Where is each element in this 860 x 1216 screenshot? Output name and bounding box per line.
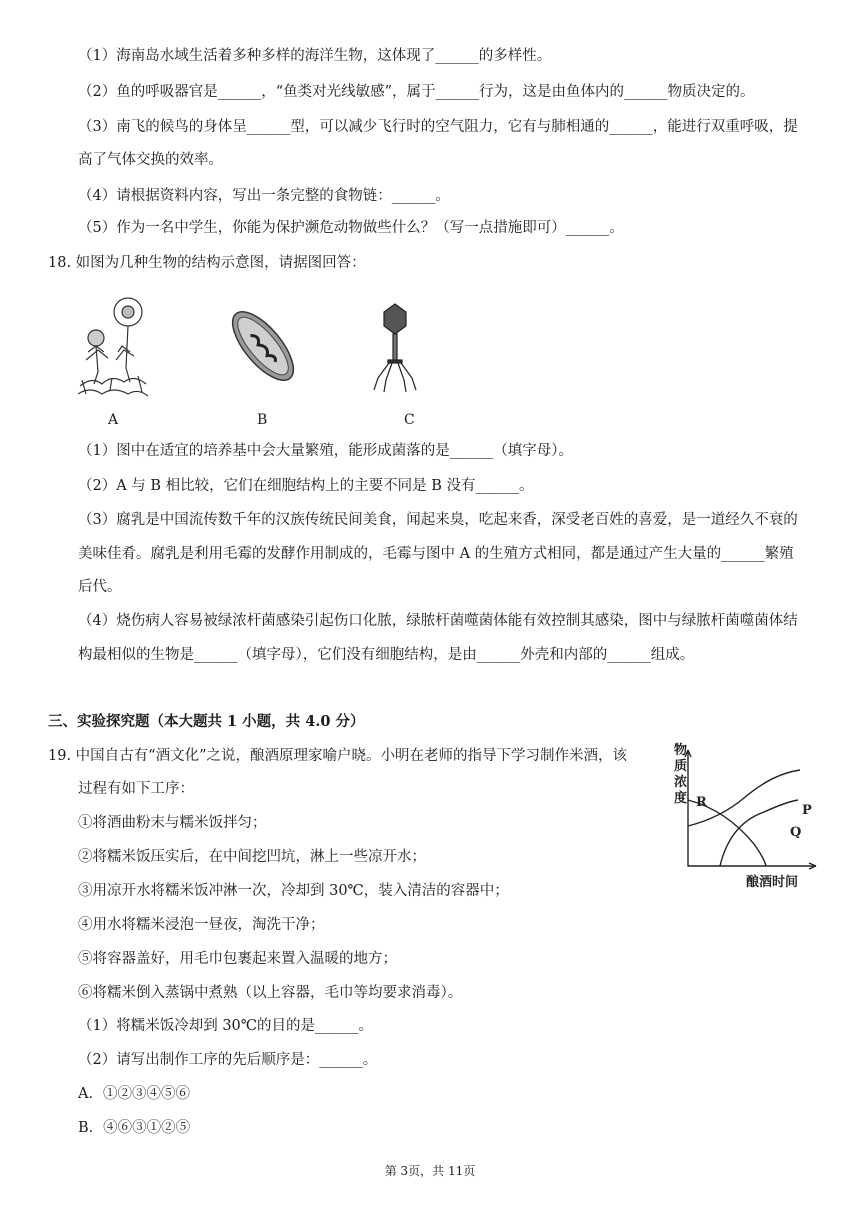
graph-axes	[688, 750, 816, 866]
q17-part3-line1: （3）南飞的候鸟的身体呈______型，可以减少飞行时的空气阻力，它有与肺相通的______，能进行双重呼吸，提	[78, 119, 798, 135]
q18-stem: 18. 如图为几种生物的结构示意图，请据图回答：	[48, 255, 366, 271]
figure-label-b: B	[257, 412, 268, 428]
graph-xlabel: 酿酒时间	[746, 875, 799, 890]
q19-step-2: ②将糯米饭压实后，在中间挖凹坑，淋上一些凉开水；	[78, 849, 426, 865]
curve-p	[720, 800, 798, 866]
curve-label-p: P	[802, 803, 812, 818]
q19-step-6: ⑥将糯米倒入蒸锅中煮熟（以上容器，毛巾等均要求消毒）。	[78, 985, 463, 1001]
q19-option-a: A．①②③④⑤⑥	[78, 1086, 190, 1102]
q18-part3-line1: （3）腐乳是中国流传数千年的汉族传统民间美食，闻起来臭，吃起来香，深受老百姓的喜爱，是一道经久不衰的	[78, 512, 798, 528]
q19-part2: （2）请写出制作工序的先后顺序是：______。	[78, 1052, 378, 1068]
section-3-heading: 三、实验探究题（本大题共 1 小题，共 4.0 分）	[48, 713, 365, 730]
q19-step-4: ④用水将糯米浸泡一昼夜，淘洗干净；	[78, 917, 325, 933]
page-footer: 第 3页，共 11页	[384, 1164, 476, 1178]
q18-part4-line1: （4）烧伤病人容易被绿浓杆菌感染引起伤口化脓，绿脓杆菌噬菌体能有效控制其感染，图中与绿脓杆菌噬菌体结	[78, 613, 798, 629]
q19-step-3: ③用凉开水将糯米饭冲淋一次，冷却到 30℃，装入清洁的容器中；	[78, 883, 509, 899]
graph-ylabel-char-4: 度	[674, 791, 688, 806]
q18-part1: （1）图中在适宜的培养基中会大量繁殖，能形成菌落的是______（填字母）。	[78, 443, 573, 459]
curve-label-q: Q	[790, 825, 802, 840]
q19-step-5: ⑤将容器盖好，用毛巾包裹起来置入温暖的地方；	[78, 951, 397, 967]
q18-part4-line2: 构最相似的生物是______（填字母），它们没有细胞结构，是由______外壳和内部的______组成。	[78, 647, 695, 663]
q19-part1: （1）将糯米饭冷却到 30℃的目的是______。	[78, 1018, 374, 1034]
curve-label-r: R	[696, 795, 707, 810]
graph-ylabel-char-2: 质	[674, 759, 688, 774]
q19-stem-line2: 过程有如下工序：	[78, 781, 194, 797]
graph-ylabel-char-1: 物	[674, 743, 688, 758]
concentration-graph	[668, 740, 828, 890]
q17-part5: （5）作为一名中学生，你能为保护濒危动物做些什么？（写一点措施即可）______。	[78, 220, 624, 236]
bacteriophage-figure	[370, 302, 420, 394]
q17-part3-line2: 高了气体交换的效率。	[78, 152, 223, 168]
mold-figure	[72, 290, 152, 408]
q17-part2: （2）鱼的呼吸器官是______，“鱼类对光线敏感”，属于______行为，这是由鱼体内的______物质决定的。	[78, 84, 755, 100]
graph-ylabel-char-3: 浓	[674, 775, 688, 790]
q19-stem-line1: 19. 中国自古有“酒文化”之说，酿酒原理家喻户晓。小明在老师的指导下学习制作米酒，该	[48, 748, 627, 764]
q17-part1: （1）海南岛水域生活着多种多样的海洋生物，这体现了______的多样性。	[78, 48, 552, 64]
q17-part4: （4）请根据资料内容，写出一条完整的食物链：______。	[78, 188, 450, 204]
q19-step-1: ①将酒曲粉末与糯米饭拌匀；	[78, 815, 267, 831]
q18-part2: （2）A 与 B 相比较，它们在细胞结构上的主要不同是 B 没有______。	[78, 478, 534, 494]
q18-part3-line2: 美味佳肴。腐乳是利用毛霉的发酵作用制成的，毛霉与图中 A 的生殖方式相同，都是通过产生大量的______繁殖	[78, 546, 794, 562]
figure-label-c: C	[404, 412, 415, 428]
figure-label-a: A	[108, 412, 119, 428]
q18-part3-line3: 后代。	[78, 579, 122, 595]
bacterium-figure	[222, 300, 304, 392]
q19-option-b: B．④⑥③①②⑤	[78, 1120, 191, 1136]
